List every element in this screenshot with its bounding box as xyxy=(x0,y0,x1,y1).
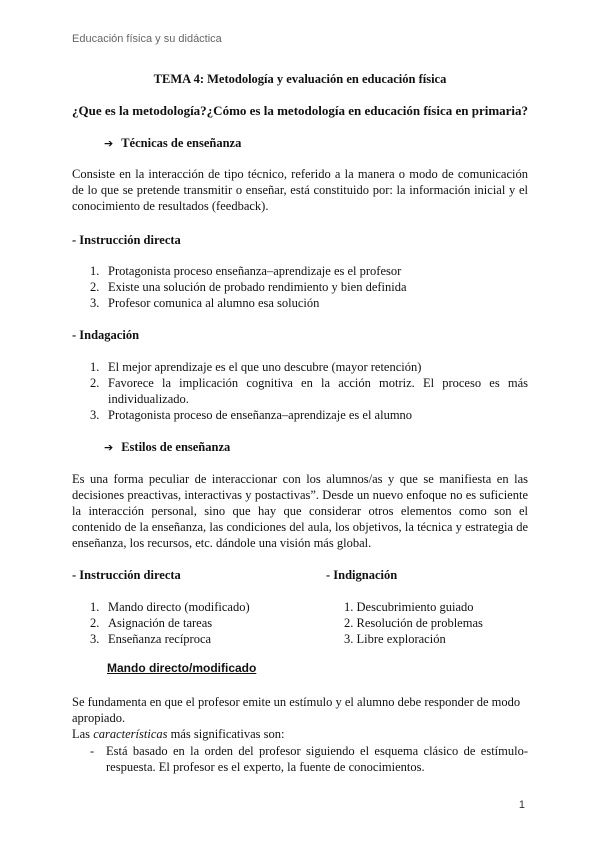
subhead-indagacion: - Indagación xyxy=(72,328,140,342)
list-number: 3. xyxy=(90,408,100,422)
list-item xyxy=(90,295,528,311)
list-number: 1. xyxy=(90,600,100,614)
list-item xyxy=(90,631,310,647)
list-item-text: Asignación de tareas xyxy=(108,616,213,630)
subhead-estilos-indignacion: - Indignación xyxy=(326,568,398,582)
list-item-text: 1. Descubrimiento guiado xyxy=(344,600,474,614)
list-item xyxy=(90,263,528,279)
mando-para-1: Se fundamenta en que el profesor emite un estímulo y el alumno debe responder de modo apropiado. xyxy=(72,695,521,725)
list-item-text: Existe una solución de probado rendimiento y bien definida xyxy=(108,280,407,294)
heading-tecnicas-label: Técnicas de enseñanza xyxy=(121,136,242,150)
list-item-text: Está basado en la orden del profesor siguiendo el esquema clásico de estímulo-respuesta. El profesor es el experto, la fuente de conocimientos. xyxy=(106,744,528,774)
estilos-intro: Es una forma peculiar de interaccionar con los alumnos/as y que se manifiesta en las decisiones preactivas, interactivas y postactivas”. Desde un nuevo enfoque no es suficiente la interacción personal, sino que hay que considerar otros elementos como son el contenido de la enseñanza, las condiciones del aula, los objetivos, la técnica y estrategia de enseñanza, los recursos, etc. dándole una visión más global. xyxy=(72,472,528,550)
list-estilos-indignacion xyxy=(326,599,526,647)
list-item xyxy=(90,279,528,295)
list-item xyxy=(326,599,526,615)
list-item xyxy=(90,599,310,615)
list-dash: - xyxy=(90,744,95,758)
list-number: 3. xyxy=(90,296,100,310)
tecnicas-intro: Consiste en la interacción de tipo técnico, referido a la manera o modo de comunicación de lo que se pretende transmitir o enseñar, está constituido por: la información inicial y el conocimiento de resultados (feedback). xyxy=(72,167,528,213)
list-item-text: Protagonista proceso de enseñanza–aprendizaje es el alumno xyxy=(108,408,413,422)
list-item xyxy=(90,375,528,407)
list-number: 1. xyxy=(90,360,100,374)
heading-estilos-label: Estilos de enseñanza xyxy=(121,440,231,454)
mando-para-2-prefix: Las xyxy=(72,727,94,741)
heading-estilos xyxy=(104,440,230,455)
list-item xyxy=(326,615,526,631)
subhead-estilos-instruccion-directa: - Instrucción directa xyxy=(72,568,181,582)
list-number: 2. xyxy=(90,280,100,294)
heading-tecnicas xyxy=(104,136,241,151)
list-item-text: Protagonista proceso enseñanza–aprendizaje es el profesor xyxy=(108,264,402,278)
list-instruccion-directa xyxy=(90,263,528,311)
list-number: 3. xyxy=(90,632,100,646)
list-number: 2. xyxy=(90,616,100,630)
arrow-right-icon: ➔ xyxy=(104,441,114,454)
mando-para-2 xyxy=(72,726,528,742)
list-item xyxy=(90,743,528,775)
list-number: 1. xyxy=(90,264,100,278)
list-item-text: El mejor aprendizaje es el que uno descubre (mayor retención) xyxy=(108,360,422,374)
list-item-text: 3. Libre exploración xyxy=(344,632,446,646)
list-item xyxy=(90,407,528,423)
section-question: ¿Que es la metodología?¿Cómo es la metodología en educación física en primaria? xyxy=(72,103,529,118)
list-item-text: 2. Resolución de problemas xyxy=(344,616,483,630)
mando-para-2-italic: características xyxy=(93,727,168,741)
page-number: 1 xyxy=(518,799,525,811)
list-item xyxy=(90,615,310,631)
list-estilos-instruccion xyxy=(90,599,310,647)
document-title: TEMA 4: Metodología y evaluación en educación física xyxy=(153,72,447,86)
list-item-text: Favorece la implicación cognitiva en la acción motriz. El proceso es más individualizado. xyxy=(108,376,528,406)
list-number: 2. xyxy=(90,376,100,390)
list-item xyxy=(326,631,526,647)
list-item-text: Enseñanza recíproca xyxy=(108,632,212,646)
list-item-text: Profesor comunica al alumno esa solución xyxy=(108,296,320,310)
mando-para-2-suffix: más significativas son: xyxy=(167,727,285,741)
list-item xyxy=(90,359,528,375)
list-caracteristicas xyxy=(90,743,528,775)
list-item-text: Mando directo (modificado) xyxy=(108,600,250,614)
heading-mando-directo: Mando directo/modificado xyxy=(107,661,257,675)
arrow-right-icon: ➔ xyxy=(104,137,114,150)
subhead-instruccion-directa: - Instrucción directa xyxy=(72,233,181,247)
list-indagacion xyxy=(90,359,528,423)
running-header: Educación física y su didáctica xyxy=(72,33,222,45)
